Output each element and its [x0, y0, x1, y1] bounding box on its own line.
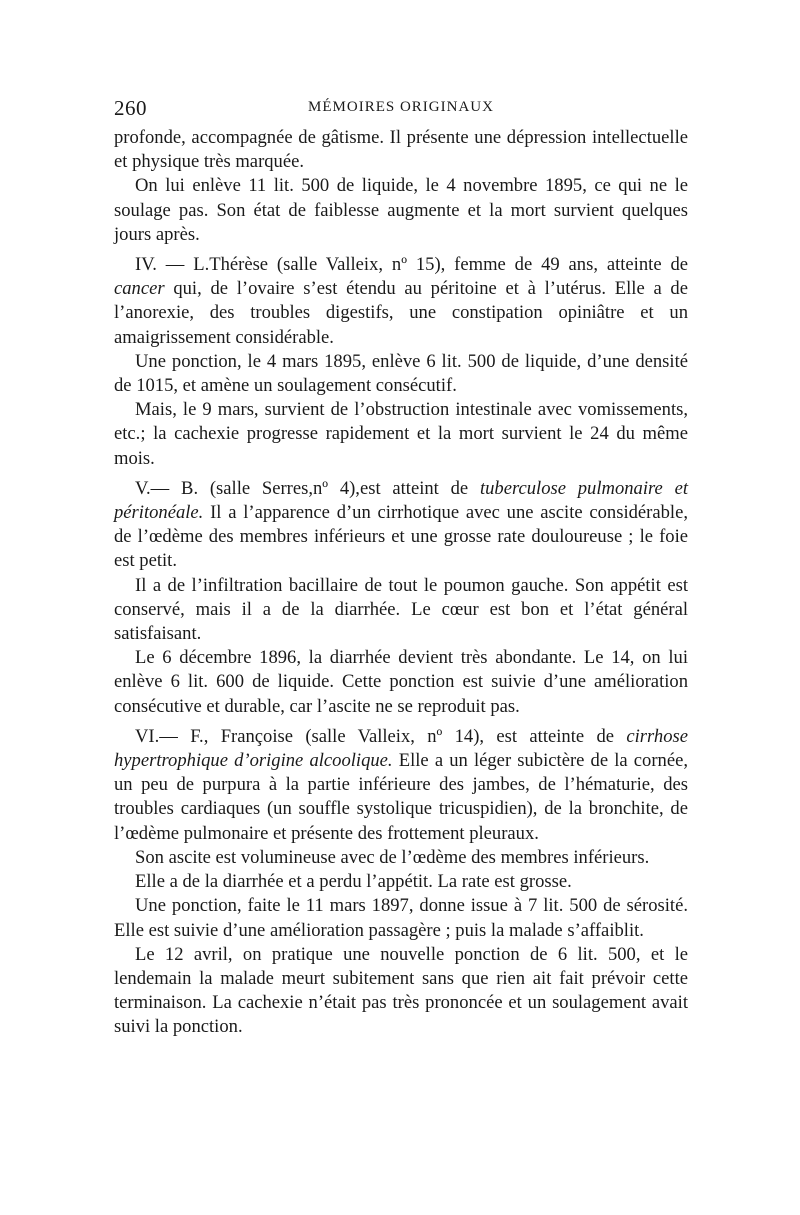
text-run: Il a l’apparence d’un cirrhotique avec une ascite considérable, de l’œdème des membres inférieurs et une grosse rate douloureuse ; le foie est petit. [114, 502, 688, 572]
case-paragraph [114, 725, 688, 846]
text-run: VI.— F., Françoise (salle Valleix, nº 14), est atteinte de [135, 725, 627, 747]
text-run: V.— B. (salle Serres,nº 4),est atteint de [135, 477, 480, 499]
italic-run: cirrhose hypertrophique d’origine alcoolique. [114, 725, 688, 772]
text-run: profonde, accompagnée de gâtisme. Il présente une dépression intellectuelle et physique très marquée. [114, 127, 688, 173]
paragraph [114, 398, 688, 471]
running-title: MÉMOIRES ORIGINAUX [308, 99, 494, 115]
text-run: qui, de l’ovaire s’est étendu au péritoine et à l’utérus. Elle a de l’anorexie, des troubles digestifs, une constipation opiniâtre et un amaigrissement considérable. [114, 278, 688, 348]
italic-run: cancer [114, 278, 165, 300]
running-head [114, 96, 688, 124]
text-run: Elle a de la diarrhée et a perdu l’appétit. La rate est grosse. [135, 871, 572, 893]
text-run: Il a de l’infiltration bacillaire de tout le poumon gauche. Son appétit est conservé, mais il a de la diarrhée. Le cœur est bon et l’état général satisfaisant. [114, 574, 688, 645]
text-run: Le 6 décembre 1896, la diarrhée devient très abondante. Le 14, on lui enlève 6 lit. 600 de liquide. Cette ponction est suivie d’une amélioration consécutive et durable, car l’ascite ne se reproduit pas. [114, 647, 688, 717]
text-run: Une ponction, faite le 11 mars 1897, donne issue à 7 lit. 500 de sérosité. Elle est suivie d’une amélioration passagère ; puis la malade s’affaiblit. [114, 895, 688, 941]
text-run: Une ponction, le 4 mars 1895, enlève 6 lit. 500 de liquide, d’une densité de 1015, et amène un soulagement consécutif. [114, 350, 688, 397]
text-run: Son ascite est volumineuse avec de l’œdème des membres inférieurs. [135, 846, 650, 868]
body-text [114, 126, 688, 1040]
paragraph [114, 943, 688, 1040]
paragraph [114, 894, 688, 942]
paragraph [114, 870, 688, 894]
page-number: 260 [114, 96, 147, 120]
italic-run: tuberculose pulmonaire et péritonéale. [114, 477, 688, 524]
paragraph [114, 350, 688, 398]
case-paragraph [114, 477, 688, 574]
text-run: IV. — L.Thérèse (salle Valleix, nº 15), femme de 49 ans, atteinte de [135, 254, 688, 276]
paragraph [114, 646, 688, 719]
text-run: Mais, le 9 mars, survient de l’obstruction intestinale avec vomissements, etc.; la cachexie progresse rapidement et la mort survient le 24 du même mois. [114, 399, 688, 469]
text-run: Elle a un léger subictère de la cornée, un peu de purpura à la partie inférieure des jambes, de l’hématurie, des troubles cardiaques (un souffle systolique tricuspidien), de la bronchite, de l’œdème pulmonaire et présente des frottement pleuraux. [114, 750, 688, 844]
text-run: On lui enlève 11 lit. 500 de liquide, le 4 novembre 1895, ce qui ne le soulage pas. Son état de faiblesse augmente et la mort survient quelques jours après. [114, 175, 688, 245]
paragraph [114, 574, 688, 647]
paragraph [114, 846, 688, 870]
text-run: Le 12 avril, on pratique une nouvelle ponction de 6 lit. 500, et le lendemain la malade meurt subitement sans que rien ait fait prévoir cette terminaison. La cachexie n’était pas très prononcée et un soulagement avait suivi la ponction. [114, 943, 688, 1038]
paragraph [114, 126, 688, 174]
paragraph [114, 174, 688, 247]
case-paragraph [114, 253, 688, 350]
